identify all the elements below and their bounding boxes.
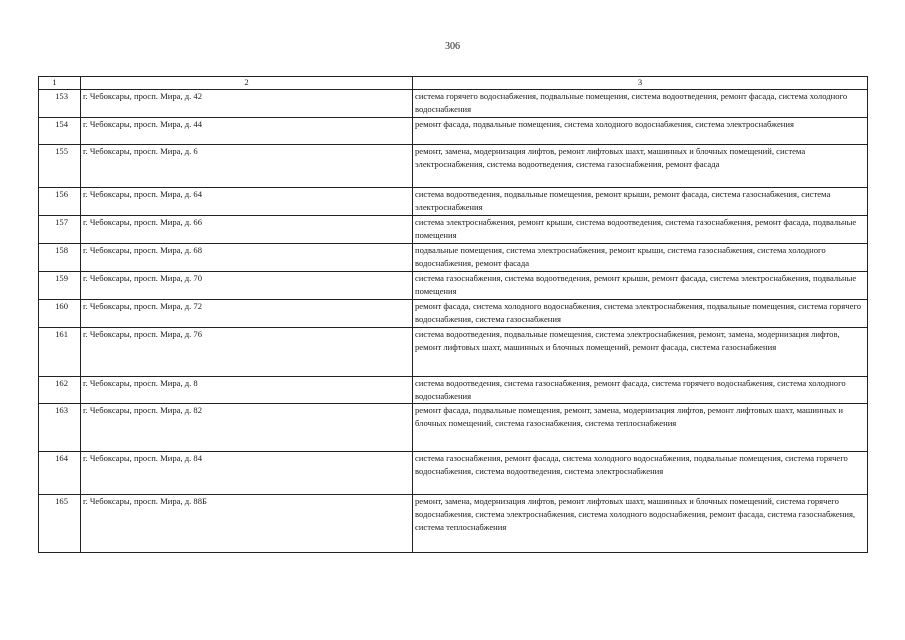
page-number: 306 (445, 41, 460, 52)
row-number: 153 (39, 90, 81, 118)
row-works: подвальные помещения, система электроснабжения, ремонт крыши, система газоснабжения, система холодного водоснабжения, ремонт фасада (413, 244, 868, 272)
row-works: ремонт, замена, модернизация лифтов, ремонт лифтовых шахт, машинных и блочных помещений, система горячего водоснабжения, система электроснабжения, система холодного водоснабжения, ремонт фасада, система газоснабжения, система теплоснабжения (413, 495, 868, 553)
row-address: г. Чебоксары, просп. Мира, д. 6 (81, 145, 413, 188)
row-address: г. Чебоксары, просп. Мира, д. 68 (81, 244, 413, 272)
row-number: 164 (39, 452, 81, 495)
row-works: ремонт, замена, модернизация лифтов, ремонт лифтовых шахт, машинных и блочных помещений, система электроснабжения, система водоотведения, система газоснабжения, ремонт фасада (413, 145, 868, 188)
row-number: 155 (39, 145, 81, 188)
table-row (39, 244, 868, 272)
row-number: 154 (39, 118, 81, 145)
table-row (39, 300, 868, 328)
row-number: 165 (39, 495, 81, 553)
row-works: система водоотведения, подвальные помещения, ремонт крыши, ремонт фасада, система газоснабжения, система электроснабжения (413, 188, 868, 216)
row-address: г. Чебоксары, просп. Мира, д. 70 (81, 272, 413, 300)
row-address: г. Чебоксары, просп. Мира, д. 88Б (81, 495, 413, 553)
table-row (39, 90, 868, 118)
row-address: г. Чебоксары, просп. Мира, д. 66 (81, 216, 413, 244)
row-number: 158 (39, 244, 81, 272)
row-number: 159 (39, 272, 81, 300)
row-address: г. Чебоксары, просп. Мира, д. 42 (81, 90, 413, 118)
row-address: г. Чебоксары, просп. Мира, д. 72 (81, 300, 413, 328)
works-table (38, 76, 868, 553)
row-address: г. Чебоксары, просп. Мира, д. 8 (81, 377, 413, 404)
row-address: г. Чебоксары, просп. Мира, д. 84 (81, 452, 413, 495)
row-works: система газоснабжения, система водоотведения, ремонт крыши, ремонт фасада, система электроснабжения, подвальные помещения (413, 272, 868, 300)
column-header-1: 1 (39, 77, 81, 90)
row-works: система водоотведения, подвальные помещения, система электроснабжения, ремонт, замена, модернизация лифтов, ремонт лифтовых шахт, машинных и блочных помещений, ремонт фасада, система газоснабжения (413, 328, 868, 377)
table-row (39, 118, 868, 145)
table-row (39, 145, 868, 188)
column-header-2: 2 (81, 77, 413, 90)
row-number: 162 (39, 377, 81, 404)
table-row (39, 188, 868, 216)
table-row (39, 216, 868, 244)
row-works: система водоотведения, система газоснабжения, ремонт фасада, система горячего водоснабжения, система холодного водоснабжения (413, 377, 868, 404)
row-number: 160 (39, 300, 81, 328)
row-number: 157 (39, 216, 81, 244)
table-row (39, 495, 868, 553)
table-row (39, 328, 868, 377)
table-row (39, 272, 868, 300)
row-address: г. Чебоксары, просп. Мира, д. 76 (81, 328, 413, 377)
table-row (39, 377, 868, 404)
row-address: г. Чебоксары, просп. Мира, д. 82 (81, 404, 413, 452)
row-works: ремонт фасада, подвальные помещения, ремонт, замена, модернизация лифтов, ремонт лифтовых шахт, машинных и блочных помещений, система газоснабжения, система теплоснабжения (413, 404, 868, 452)
row-number: 161 (39, 328, 81, 377)
table-row (39, 404, 868, 452)
row-works: ремонт фасада, подвальные помещения, система холодного водоснабжения, система электроснабжения (413, 118, 868, 145)
table-row (39, 452, 868, 495)
row-address: г. Чебоксары, просп. Мира, д. 64 (81, 188, 413, 216)
row-works: система горячего водоснабжения, подвальные помещения, система водоотведения, ремонт фасада, система холодного водоснабжения (413, 90, 868, 118)
column-number-row (39, 77, 868, 90)
row-number: 156 (39, 188, 81, 216)
row-works: система электроснабжения, ремонт крыши, система водоотведения, система газоснабжения, ремонт фасада, подвальные помещения (413, 216, 868, 244)
row-works: система газоснабжения, ремонт фасада, система холодного водоснабжения, подвальные помещения, система горячего водоснабжения, система водоотведения, система электроснабжения (413, 452, 868, 495)
row-number: 163 (39, 404, 81, 452)
row-address: г. Чебоксары, просп. Мира, д. 44 (81, 118, 413, 145)
column-header-3: 3 (413, 77, 868, 90)
row-works: ремонт фасада, система холодного водоснабжения, система электроснабжения, подвальные помещения, система горячего водоснабжения, система газоснабжения (413, 300, 868, 328)
